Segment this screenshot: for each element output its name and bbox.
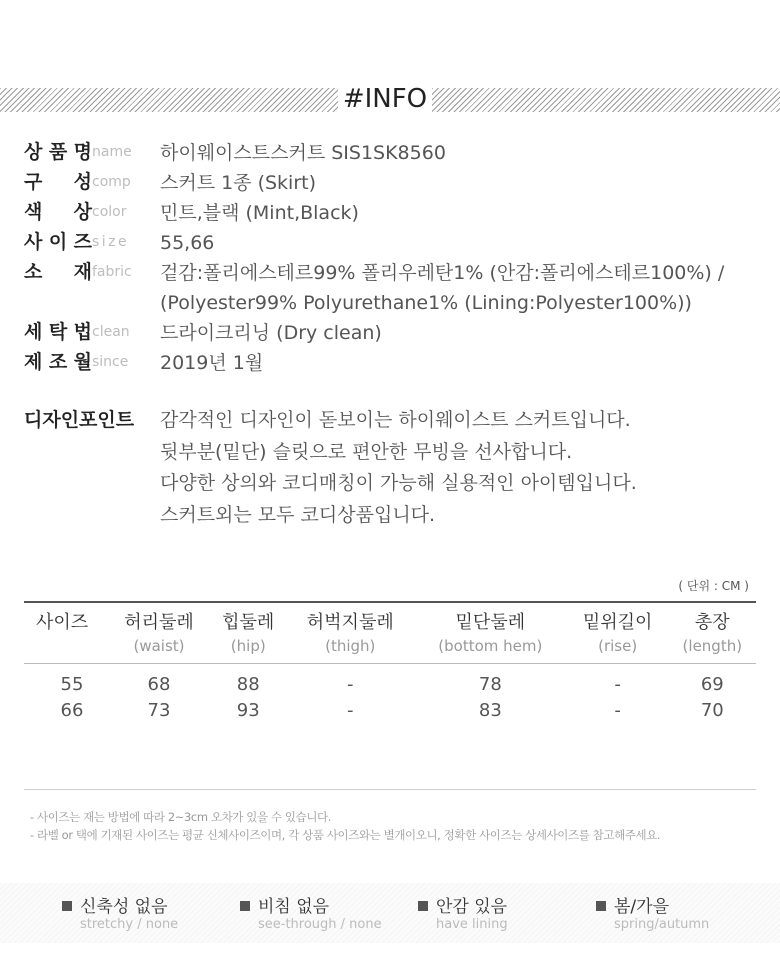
square-bullet-icon — [62, 901, 72, 911]
spec-label-en: fabric — [92, 264, 132, 280]
design-point-line: 감각적인 디자인이 돋보이는 하이웨이스트 스커트입니다. — [160, 409, 631, 431]
note-line: - 사이즈는 재는 방법에 따라 2~3cm 오차가 있을 수 있습니다. — [30, 810, 331, 824]
table-cell: 55 — [60, 674, 84, 695]
section-divider — [24, 789, 756, 790]
size-table-header — [24, 602, 756, 664]
info-header — [0, 84, 780, 114]
header-length: 총장 (length) — [669, 602, 756, 664]
header-thigh: 허벅지둘레 (thigh) — [287, 602, 415, 664]
feature-bar — [0, 883, 780, 943]
square-bullet-icon — [418, 901, 428, 911]
table-cell: - — [347, 674, 354, 695]
fabric-line-2: (Polyester99% Polyurethane1% (Lining:Polyester100%)) — [160, 292, 692, 314]
spec-row-since — [24, 348, 764, 378]
header-hip: 힙둘레 (hip) — [210, 602, 287, 664]
design-point — [24, 405, 764, 531]
table-cell: 69 — [700, 674, 724, 695]
note-line: - 라벨 or 택에 기재된 사이즈는 평균 신체사이즈이며, 각 상품 사이즈와는 별개이오니, 정확한 사이즈는 상세사이즈를 참고해주세요. — [30, 828, 661, 842]
spec-value — [160, 258, 724, 318]
spec-label-en: color — [92, 204, 127, 220]
table-cell: 83 — [478, 700, 502, 721]
spec-row-comp — [24, 168, 764, 198]
table-cell: 93 — [236, 700, 260, 721]
spec-label: 상 품 명 — [24, 141, 92, 163]
spec-label-en: since — [92, 354, 129, 370]
spec-label-en: comp — [92, 174, 131, 190]
table-cell: 88 — [236, 674, 260, 695]
header-rise: 밑위길이 (rise) — [567, 602, 669, 664]
feature-stretch: 신축성 없음 stretchy / none — [62, 897, 178, 933]
feature-en: see-through / none — [258, 917, 382, 932]
spec-row-color — [24, 198, 764, 228]
design-point-line: 스커트외는 모두 코디상품입니다. — [160, 503, 436, 526]
design-point-label: 디자인포인트 — [24, 409, 135, 431]
spec-value: 민트,블랙 (Mint,Black) — [160, 202, 359, 224]
header-bottom-hem: 밑단둘레 (bottom hem) — [414, 602, 567, 664]
fabric-line-1: 겉감:폴리에스테르99% 폴리우레탄1% (안감:폴리에스테르100%) / — [160, 262, 725, 284]
header-waist: 허리둘레 (waist) — [108, 602, 210, 664]
spec-label-en: clean — [92, 324, 130, 340]
feature-en: stretchy / none — [80, 917, 179, 932]
design-point-line: 다양한 상의와 코디매칭이 가능해 실용적인 아이템입니다. — [160, 472, 637, 494]
spec-list — [24, 138, 764, 378]
spec-value: 55,66 — [160, 232, 215, 254]
info-title: #INFO — [342, 84, 428, 114]
table-cell: 70 — [700, 700, 724, 721]
feature-season: 봄/가을 spring/autumn — [596, 897, 709, 933]
size-table — [24, 601, 756, 724]
spec-value: 하이웨이스트스커트 SIS1SK8560 — [160, 142, 446, 164]
spec-value: 스커트 1종 (Skirt) — [160, 172, 317, 194]
hatch-divider-left — [0, 88, 338, 112]
spec-label: 색 상 — [24, 201, 92, 223]
feature-en: spring/autumn — [614, 917, 710, 932]
table-cell: 68 — [147, 674, 171, 695]
table-cell: - — [614, 674, 621, 695]
spec-label: 제 조 월 — [24, 351, 92, 373]
spec-label: 사 이 즈 — [24, 231, 92, 253]
table-cell: - — [347, 700, 354, 721]
table-cell: 73 — [147, 700, 171, 721]
feature-en: have lining — [436, 917, 508, 932]
design-point-lines — [160, 405, 637, 531]
spec-label: 구 성 — [24, 171, 92, 193]
spec-value: 2019년 1월 — [160, 352, 264, 374]
square-bullet-icon — [240, 901, 250, 911]
hatch-divider-right — [432, 88, 780, 112]
table-cell: 66 — [60, 700, 84, 721]
header-size: 사이즈 — [24, 602, 108, 664]
feature-lining: 안감 있음 have lining — [418, 897, 508, 933]
size-notes — [30, 808, 660, 844]
spec-label: 세 탁 법 — [24, 321, 92, 343]
square-bullet-icon — [596, 901, 606, 911]
spec-label-en: name — [92, 144, 132, 160]
spec-row-name — [24, 138, 764, 168]
spec-label-en: size — [92, 234, 130, 250]
spec-label: 소 재 — [24, 261, 92, 283]
spec-row-size — [24, 228, 764, 258]
table-row — [24, 698, 756, 724]
spec-row-clean — [24, 318, 764, 348]
table-cell: 78 — [478, 674, 502, 695]
table-cell: - — [614, 700, 621, 721]
table-row — [24, 664, 756, 699]
feature-see-through: 비침 없음 see-through / none — [240, 897, 382, 933]
spec-row-fabric — [24, 258, 764, 318]
design-point-line: 뒷부분(밑단) 슬릿으로 편안한 무빙을 선사합니다. — [160, 440, 573, 463]
spec-value: 드라이크리닝 (Dry clean) — [160, 322, 382, 344]
unit-note: ( 단위 : CM ) — [678, 579, 749, 593]
